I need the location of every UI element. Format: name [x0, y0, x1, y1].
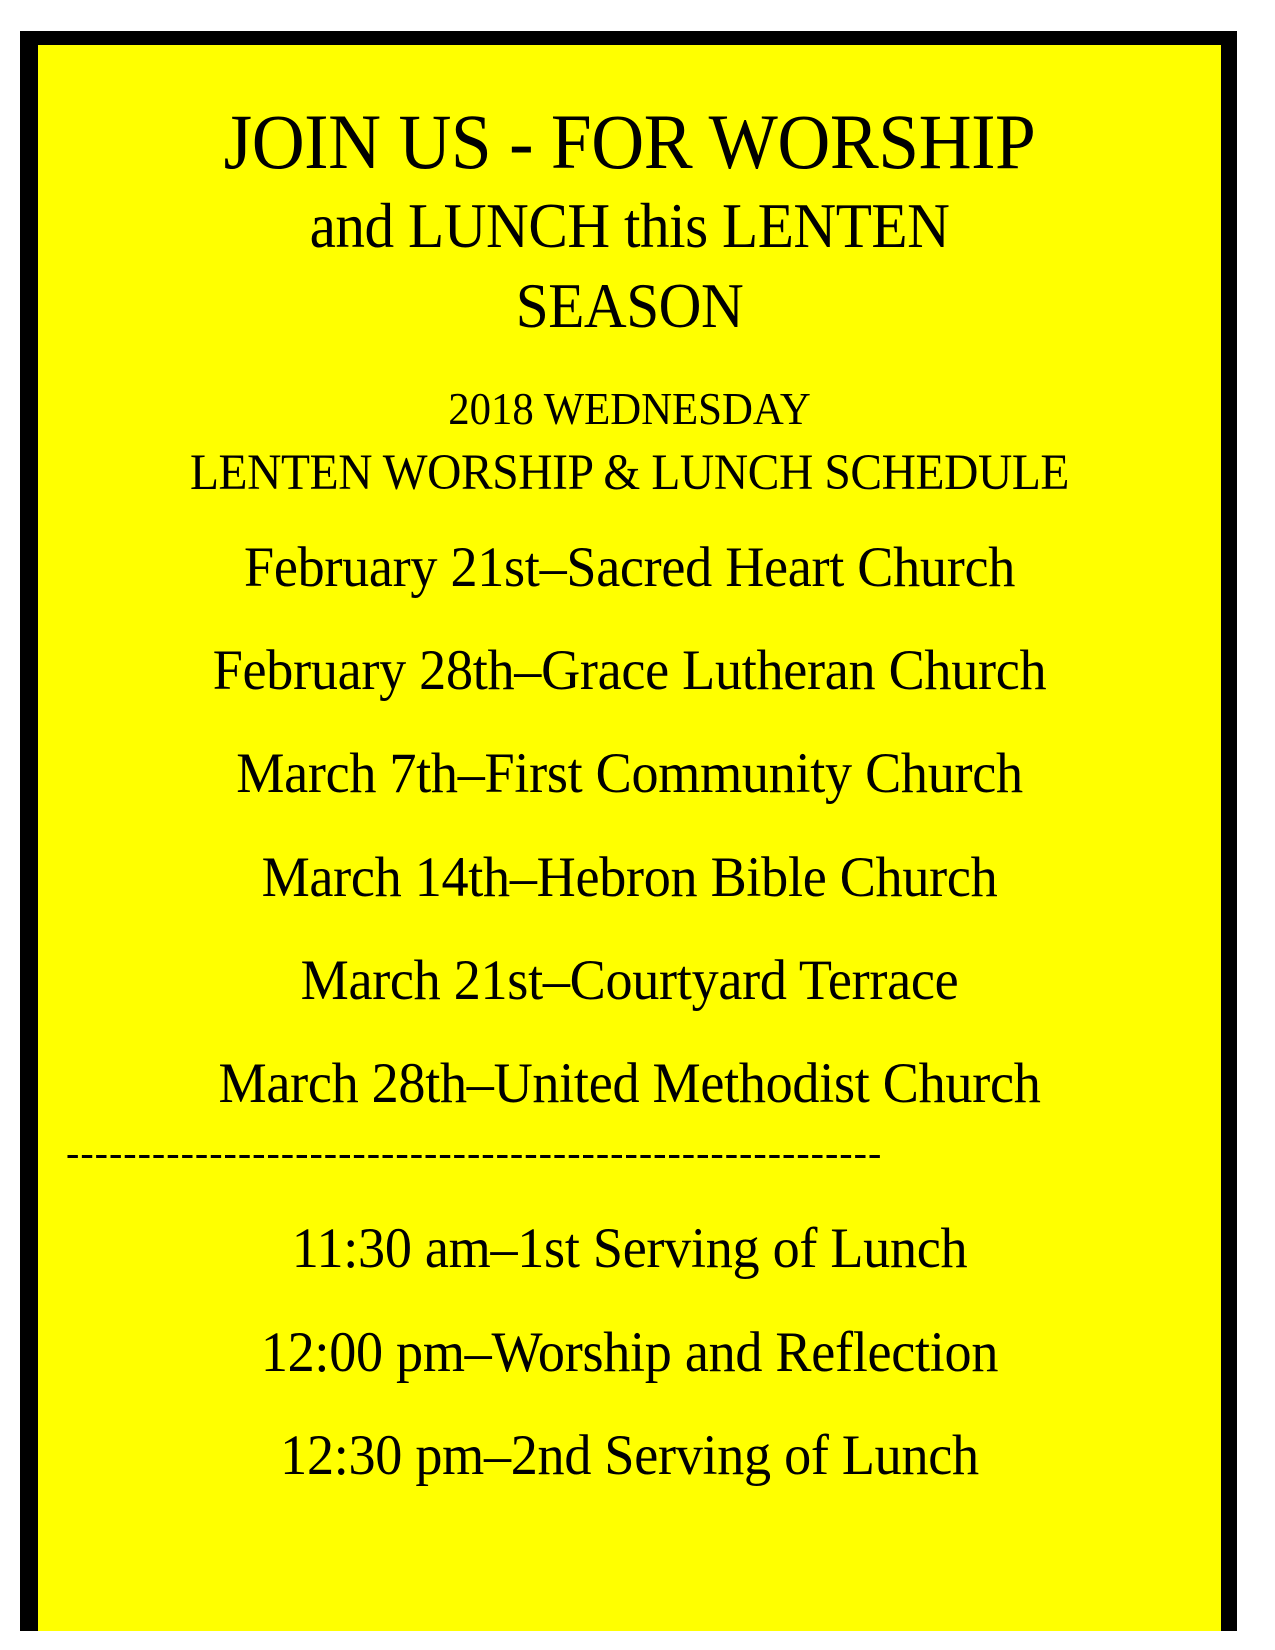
list-item: February 28th–Grace Lutheran Church: [212, 639, 1047, 703]
list-item: February 21st–Sacred Heart Church: [243, 535, 1016, 599]
headline-line-2: and LUNCH this LENTEN: [309, 191, 950, 262]
dashed-divider: [64, 1130, 1195, 1176]
list-item: March 21st–Courtyard Terrace: [300, 948, 959, 1012]
headline-line-1: JOIN US - FOR WORSHIP: [223, 98, 1036, 185]
poster-content: [38, 45, 1221, 1631]
subtitle-line-year-day: 2018 WEDNESDAY: [448, 383, 811, 435]
list-item: 12:00 pm–Worship and Reflection: [260, 1320, 999, 1384]
daily-time-schedule-list: [92, 1219, 1166, 1485]
list-item: March 28th–United Methodist Church: [218, 1052, 1041, 1116]
list-item: 11:30 am–1st Serving of Lunch: [291, 1217, 968, 1281]
poster-border-frame: [20, 31, 1237, 1631]
poster-headline: [98, 98, 1161, 341]
list-item: March 7th–First Community Church: [236, 742, 1023, 806]
worship-schedule-list: [92, 535, 1166, 1116]
poster-subtitle: [104, 383, 1156, 502]
divider-dashes: ---------------------------------------------------------: [66, 1130, 883, 1176]
subtitle-line-schedule-title: LENTEN WORSHIP & LUNCH SCHEDULE: [189, 444, 1070, 501]
list-item: March 14th–Hebron Bible Church: [261, 845, 998, 909]
list-item: 12:30 pm–2nd Serving of Lunch: [280, 1423, 979, 1487]
headline-line-3: SEASON: [515, 270, 744, 341]
